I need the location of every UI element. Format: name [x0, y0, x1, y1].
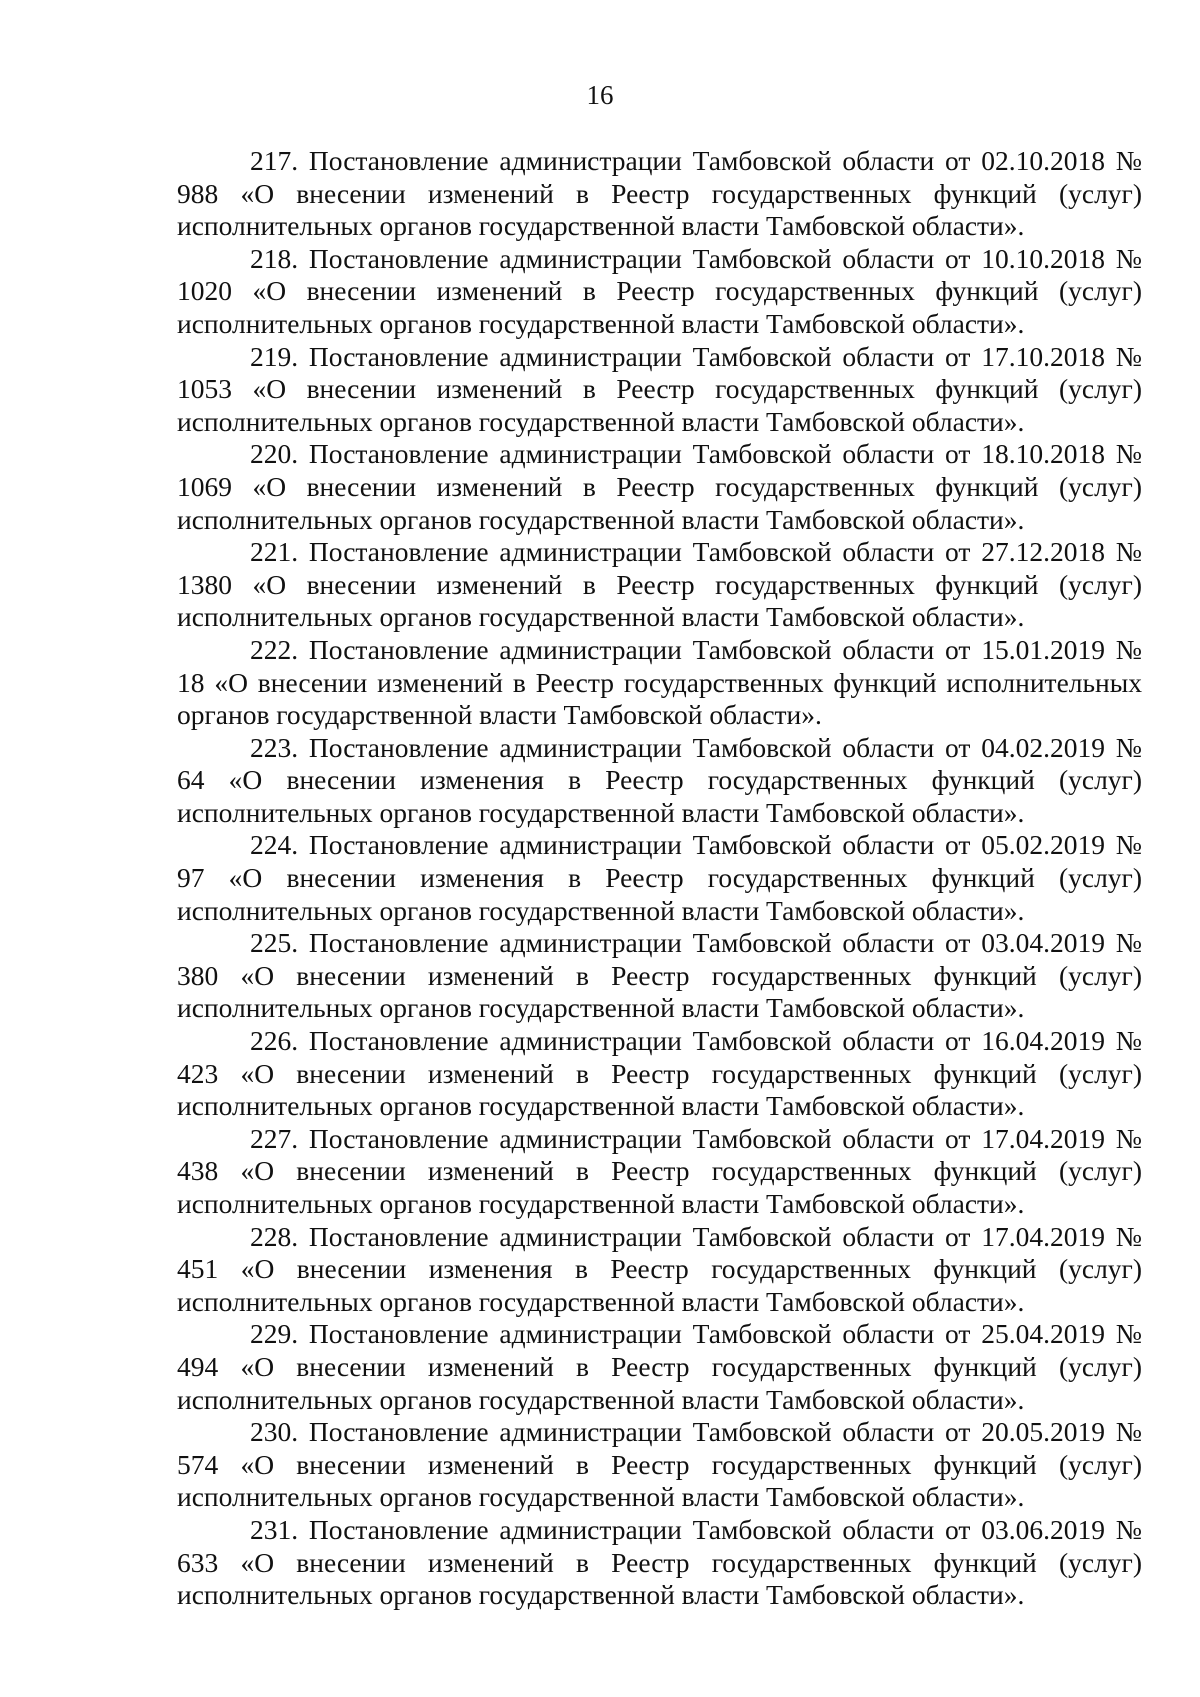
list-item [177, 732, 1142, 830]
item-number: 224. [250, 829, 299, 861]
item-number: 225. [250, 927, 299, 959]
item-number: 223. [250, 731, 299, 763]
item-number: 217. [250, 145, 299, 176]
item-text: Постановление администрации Тамбовской области от 17.04.2019 № 438 «О внесении изменений в Реестр государственных функций (услуг) исполнительных органов государственной власти Тамбовской области». [177, 1122, 1142, 1219]
list-item [177, 1514, 1142, 1612]
item-text: Постановление администрации Тамбовской области от 17.10.2018 № 1053 «О внесении изменений в Реестр государственных функций (услуг) исполнительных органов государственной власти Тамбовской области». [177, 340, 1142, 437]
page-number: 16 [586, 80, 614, 110]
list-item [177, 145, 1142, 243]
item-number: 218. [250, 242, 299, 274]
item-number: 227. [250, 1122, 299, 1154]
list-item [177, 1025, 1142, 1123]
item-number: 228. [250, 1220, 299, 1252]
item-text: Постановление администрации Тамбовской области от 03.06.2019 № 633 «О внесении изменений в Реестр государственных функций (услуг) исполнительных органов государственной власти Тамбовской области». [177, 1513, 1142, 1611]
list-item [177, 1221, 1142, 1319]
item-text: Постановление администрации Тамбовской области от 17.04.2019 № 451 «О внесении изменения в Реестр государственных функций (услуг) исполнительных органов государственной власти Тамбовской области». [177, 1220, 1142, 1317]
list-item [177, 927, 1142, 1025]
item-text: Постановление администрации Тамбовской области от 10.10.2018 № 1020 «О внесении изменений в Реестр государственных функций (услуг) исполнительных органов государственной власти Тамбовской области». [177, 242, 1142, 339]
item-text: Постановление администрации Тамбовской области от 20.05.2019 № 574 «О внесении изменений в Реестр государственных функций (услуг) исполнительных органов государственной власти Тамбовской области». [177, 1416, 1142, 1513]
list-item [177, 341, 1142, 439]
item-text: Постановление администрации Тамбовской области от 16.04.2019 № 423 «О внесении изменений в Реестр государственных функций (услуг) исполнительных органов государственной власти Тамбовской области». [177, 1025, 1142, 1122]
item-number: 220. [250, 438, 299, 470]
item-number: 226. [250, 1025, 299, 1057]
list-item [177, 438, 1142, 536]
item-number: 221. [250, 536, 299, 568]
item-text: Постановление администрации Тамбовской области от 04.02.2019 № 64 «О внесении изменения в Реестр государственных функций (услуг) исполнительных органов государственной власти Тамбовской области». [177, 731, 1142, 828]
item-number: 230. [250, 1416, 299, 1448]
list-item [177, 243, 1142, 341]
list-item [177, 829, 1142, 927]
item-number: 219. [250, 340, 299, 372]
document-body [177, 145, 1142, 1612]
item-text: Постановление администрации Тамбовской области от 27.12.2018 № 1380 «О внесении изменений в Реестр государственных функций (услуг) исполнительных органов государственной власти Тамбовской области». [177, 536, 1142, 633]
list-item [177, 536, 1142, 634]
item-text: Постановление администрации Тамбовской области от 15.01.2019 № 18 «О внесении изменений в Реестр государственных функций исполнительных органов государственной власти Тамбовской области». [177, 633, 1142, 731]
item-text: Постановление администрации Тамбовской области от 05.02.2019 № 97 «О внесении изменения в Реестр государственных функций (услуг) исполнительных органов государственной власти Тамбовской области». [177, 829, 1142, 926]
item-text: Постановление администрации Тамбовской области от 25.04.2019 № 494 «О внесении изменений в Реестр государственных функций (услуг) исполнительных органов государственной власти Тамбовской области». [177, 1318, 1142, 1415]
item-text: Постановление администрации Тамбовской области от 18.10.2018 № 1069 «О внесении изменений в Реестр государственных функций (услуг) исполнительных органов государственной власти Тамбовской области». [177, 438, 1142, 535]
list-item [177, 634, 1142, 732]
list-item [177, 1318, 1142, 1416]
item-number: 222. [250, 633, 299, 665]
item-number: 231. [250, 1513, 299, 1545]
item-text: Постановление администрации Тамбовской области от 02.10.2018 № 988 «О внесении изменений в Реестр государственных функций (услуг) исполнительных органов государственной власти Тамбовской области». [177, 145, 1142, 242]
list-item [177, 1416, 1142, 1514]
list-item [177, 1123, 1142, 1221]
item-text: Постановление администрации Тамбовской области от 03.04.2019 № 380 «О внесении изменений в Реестр государственных функций (услуг) исполнительных органов государственной власти Тамбовской области». [177, 927, 1142, 1024]
item-number: 229. [250, 1318, 299, 1350]
